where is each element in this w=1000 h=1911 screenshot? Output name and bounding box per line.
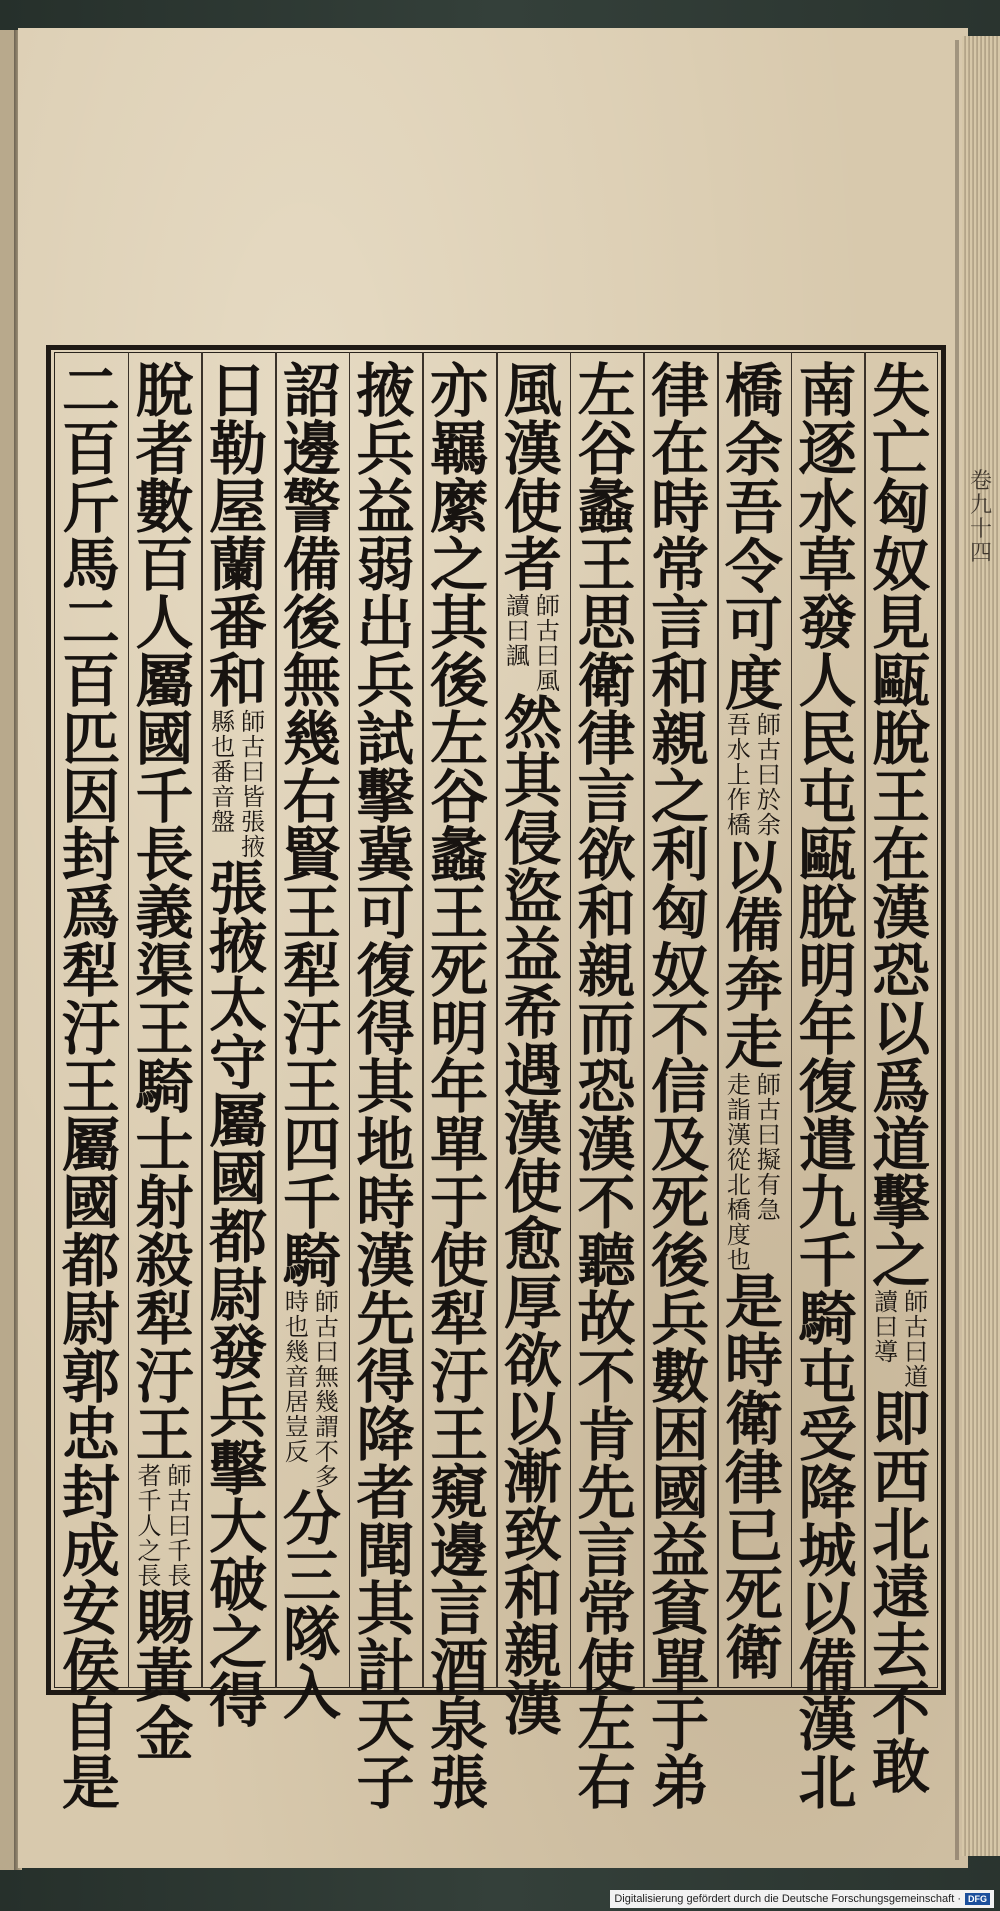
dfg-logo: DFG xyxy=(965,1893,990,1905)
commentary-line: 走 詣 漢 從 北 橋 度 也 xyxy=(726,1070,751,1274)
column-rule xyxy=(275,352,277,1688)
footer-credit: Digitalisierung gefördert durch die Deutsche Forschungsgemeinschaft · xyxy=(614,1893,961,1905)
column-rule xyxy=(643,352,645,1688)
commentary-line: 縣 也 番 音 盤 xyxy=(211,708,236,836)
text-column: 風 漢 使 者 師 古 曰 風 讀 曰 諷 然 其 侵 盜 益 希 遇 漢 使 愈 厚 欲 以 漸 致 和 親 漢 xyxy=(503,357,562,1743)
commentary-line: 師 古 曰 千 長 xyxy=(167,1462,192,1590)
commentary-line: 時 也 幾 音 居 豈 反 xyxy=(284,1288,309,1466)
column-rule xyxy=(791,352,793,1688)
column-rule xyxy=(201,352,203,1688)
text-column: 脫 者 數 百 人 屬 國 千 長 義 渠 王 騎 士 射 殺 犁 汙 王 師 古 曰 千 長 者 千 人 之 長 賜 黃 金 xyxy=(135,357,194,1768)
footer-bar xyxy=(610,1890,994,1908)
text-column: 失 亡 匈 奴 見 甌 脫 王 在 漢 恐 以 爲 道 擊 之 師 古 曰 道 讀 曰 導 即 西 北 遠 去 不 敢 xyxy=(872,357,931,1801)
commentary-line: 師 古 曰 皆 張 掖 xyxy=(241,708,266,861)
text-column: 南 逐 水 草 發 人 民 屯 甌 脫 明 年 復 遣 九 千 騎 屯 受 降 城 以 備 漢 北 xyxy=(798,357,857,1817)
column-rule xyxy=(570,352,572,1688)
text-column: 橋 余 吾 令 可 度 師 古 曰 於 余 吾 水 上 作 橋 以 備 奔 走 師 古 曰 擬 有 急 走 詣 漢 從 北 橋 度 也 是 時 衛 律 已 死 衛 xyxy=(724,357,783,1687)
commentary-note xyxy=(504,594,562,694)
text-column: 詔 邊 警 備 後 無 幾 右 賢 王 犁 汙 王 四 千 騎 師 古 曰 無 幾 謂 不 多 時 也 幾 音 居 豈 反 分 三 隊 入 xyxy=(282,357,341,1727)
text-column: 律 在 時 常 言 和 親 之 利 匈 奴 不 信 及 死 後 兵 數 困 國 益 貧 單 于 弟 xyxy=(651,357,710,1817)
text-column: 左 谷 蠡 王 思 衛 律 言 欲 和 親 而 恐 漢 不 聽 故 不 肯 先 言 常 使 左 右 xyxy=(577,357,636,1817)
commentary-line: 吾 水 上 作 橋 xyxy=(726,711,751,839)
column-rule xyxy=(349,352,351,1688)
commentary-line: 讀 曰 導 xyxy=(874,1288,899,1366)
commentary-line: 師 古 曰 無 幾 謂 不 多 xyxy=(314,1288,339,1491)
column-rule xyxy=(496,352,498,1688)
text-column: 日 勒 屋 蘭 番 和 師 古 曰 皆 張 掖 縣 也 番 音 盤 張 掖 太 守 屬 國 都 尉 發 兵 擊 大 破 之 得 xyxy=(209,357,268,1735)
commentary-note xyxy=(136,1464,194,1589)
column-rule xyxy=(128,352,130,1688)
commentary-note xyxy=(725,1070,783,1274)
text-column: 二 百 斤 馬 二 百 匹 因 封 爲 犁 汙 王 屬 國 都 尉 郭 忠 封 成 安 侯 自 是 xyxy=(61,357,120,1817)
text-column: 亦 羈 縻 之 其 後 左 谷 蠡 王 死 明 年 單 于 使 犁 汙 王 窺 邊 言 酒 泉 張 xyxy=(430,357,489,1817)
page-stack-edge xyxy=(962,36,1000,1856)
commentary-note xyxy=(283,1290,341,1490)
column-rule xyxy=(422,352,424,1688)
commentary-line: 讀 曰 諷 xyxy=(505,592,530,670)
commentary-line: 師 古 曰 風 xyxy=(535,592,560,695)
commentary-note xyxy=(209,710,267,860)
commentary-note xyxy=(725,713,783,838)
column-rule xyxy=(864,352,866,1688)
commentary-note xyxy=(872,1290,930,1390)
commentary-line: 師 古 曰 擬 有 急 xyxy=(756,1070,781,1224)
commentary-line: 者 千 人 之 長 xyxy=(137,1462,162,1590)
margin-label: 卷 九 十 四 xyxy=(969,469,992,566)
text-column: 掖 兵 益 弱 出 兵 試 擊 冀 可 復 得 其 地 時 漢 先 得 降 者 聞 其 計 天 子 xyxy=(356,357,415,1817)
page-fold-line xyxy=(955,40,959,1860)
column-rule xyxy=(717,352,719,1688)
commentary-line: 師 古 曰 道 xyxy=(904,1288,929,1391)
commentary-line: 師 古 曰 於 余 xyxy=(756,711,781,839)
left-page-edge xyxy=(0,30,14,1870)
